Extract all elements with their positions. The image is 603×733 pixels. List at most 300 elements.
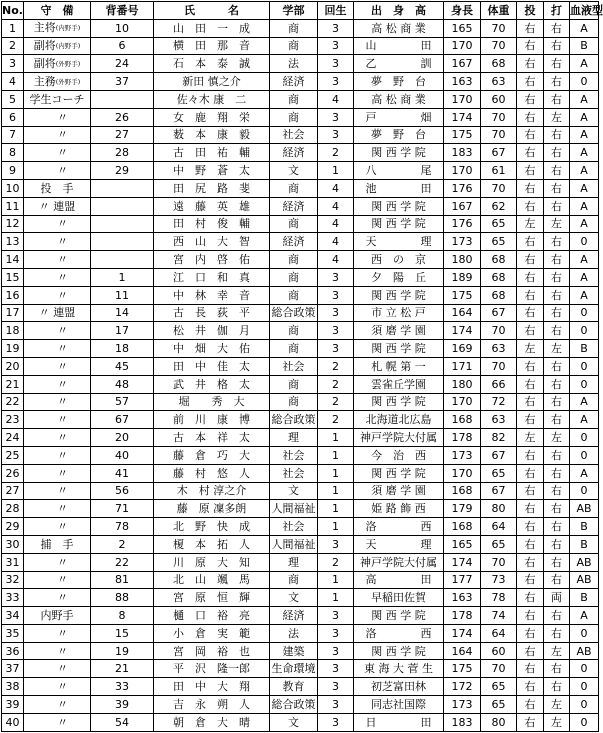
cell-blood-type: A (570, 108, 599, 126)
table-row (2, 429, 599, 447)
cell-weight: 70 (481, 553, 517, 571)
cell-blood-type: 0 (570, 233, 599, 251)
cell-grade: 4 (318, 179, 354, 197)
cell-height: 175 (444, 660, 481, 678)
cell-grade: 1 (318, 446, 354, 464)
cell-no: 32 (2, 571, 24, 589)
cell-jersey: 39 (91, 696, 154, 714)
cell-blood-type: A (570, 286, 599, 304)
cell-position (24, 322, 91, 340)
cell-grade: 1 (318, 162, 354, 180)
cell-name: 田 村 俊 輔 (154, 215, 270, 233)
cell-bats: 右 (544, 19, 570, 37)
cell-no: 7 (2, 126, 24, 144)
cell-no: 23 (2, 411, 24, 429)
cell-throws: 右 (517, 607, 544, 625)
table-row (2, 553, 599, 571)
table-row (2, 696, 599, 714)
cell-department: 経済 (270, 144, 318, 162)
cell-grade: 3 (318, 322, 354, 340)
cell-throws: 右 (517, 162, 544, 180)
cell-throws: 右 (517, 19, 544, 37)
cell-grade: 1 (318, 429, 354, 447)
cell-position (24, 19, 91, 37)
cell-grade: 2 (318, 553, 354, 571)
cell-name: 西 山 大 智 (154, 233, 270, 251)
cell-height: 172 (444, 678, 481, 696)
cell-weight: 72 (481, 393, 517, 411)
cell-grade: 3 (318, 535, 354, 553)
cell-blood-type: AB (570, 571, 599, 589)
cell-position (24, 660, 91, 678)
position-label: 〃 連盟 (38, 306, 76, 320)
cell-no: 27 (2, 482, 24, 500)
cell-jersey: 8 (91, 607, 154, 625)
roster-table (1, 1, 603, 732)
position-label: 〃 (46, 377, 68, 391)
position-label: 〃 (46, 164, 68, 178)
cell-grade: 4 (318, 233, 354, 251)
cell-name: 吉 永 朔 人 (154, 696, 270, 714)
cell-throws: 右 (517, 197, 544, 215)
cell-department: 商 (270, 251, 318, 269)
cell-blood-type: A (570, 162, 599, 180)
cell-name: 田 中 佳 太 (154, 357, 270, 375)
cell-grade: 3 (318, 642, 354, 660)
cell-high-school: 須 磨 学 園 (354, 482, 444, 500)
cell-bats: 右 (544, 607, 570, 625)
cell-height: 171 (444, 357, 481, 375)
position-label: 〃 (46, 110, 68, 124)
cell-name: 武 井 格 太 (154, 375, 270, 393)
cell-name: 北 山 颯 馬 (154, 571, 270, 589)
table-row (2, 19, 599, 37)
cell-position (24, 286, 91, 304)
cell-grade: 4 (318, 215, 354, 233)
cell-height: 170 (444, 464, 481, 482)
cell-high-school: 関 西 学 院 (354, 393, 444, 411)
cell-position (24, 126, 91, 144)
table-row (2, 607, 599, 625)
cell-high-school: 八 尾 (354, 162, 444, 180)
cell-height: 170 (444, 37, 481, 55)
cell-high-school: 天 理 (354, 233, 444, 251)
cell-no: 5 (2, 90, 24, 108)
cell-weight: 70 (481, 108, 517, 126)
position-label: 〃 (46, 555, 68, 569)
cell-throws: 右 (517, 73, 544, 91)
cell-high-school: 夢 野 台 (354, 73, 444, 91)
position-label: 〃 (46, 520, 68, 533)
position-label: 主将 (33, 21, 56, 35)
cell-jersey (91, 251, 154, 269)
cell-no: 36 (2, 642, 24, 660)
position-label: 〃 (46, 644, 68, 658)
cell-bats: 右 (544, 37, 570, 55)
cell-position (24, 233, 91, 251)
cell-high-school: 関 西 学 院 (354, 340, 444, 358)
cell-position (24, 304, 91, 322)
cell-jersey: 29 (91, 162, 154, 180)
cell-weight: 68 (481, 251, 517, 269)
cell-jersey: 24 (91, 55, 154, 73)
cell-name: 藤 村 悠 人 (154, 464, 270, 482)
cell-grade: 1 (318, 464, 354, 482)
header-high-school: 出 身 高 (354, 2, 444, 20)
cell-weight: 82 (481, 429, 517, 447)
cell-throws: 右 (517, 322, 544, 340)
cell-grade: 3 (318, 678, 354, 696)
table-row (2, 126, 599, 144)
cell-height: 170 (444, 162, 481, 180)
cell-height: 180 (444, 251, 481, 269)
cell-throws: 右 (517, 589, 544, 607)
cell-department: 総合政策 (270, 304, 318, 322)
cell-height: 167 (444, 55, 481, 73)
cell-jersey: 10 (91, 19, 154, 37)
cell-height: 168 (444, 411, 481, 429)
position-label: 捕 手 (40, 537, 74, 551)
cell-name: 中 野 蒼 太 (154, 162, 270, 180)
cell-high-school: 今 治 西 (354, 446, 444, 464)
cell-weight: 70 (481, 37, 517, 55)
cell-no: 14 (2, 251, 24, 269)
cell-high-school: 池 田 (354, 179, 444, 197)
cell-blood-type: A (570, 126, 599, 144)
cell-no: 16 (2, 286, 24, 304)
cell-throws: 右 (517, 251, 544, 269)
cell-weight: 80 (481, 500, 517, 518)
cell-throws: 右 (517, 553, 544, 571)
cell-throws: 右 (517, 411, 544, 429)
cell-jersey (91, 179, 154, 197)
cell-throws: 右 (517, 571, 544, 589)
cell-weight: 67 (481, 144, 517, 162)
cell-bats: 右 (544, 144, 570, 162)
cell-position (24, 535, 91, 553)
cell-position (24, 179, 91, 197)
cell-bats: 右 (544, 304, 570, 322)
cell-position (24, 375, 91, 393)
cell-throws: 右 (517, 108, 544, 126)
cell-no: 4 (2, 73, 24, 91)
cell-weight: 70 (481, 126, 517, 144)
cell-department: 商 (270, 375, 318, 393)
cell-grade: 4 (318, 251, 354, 269)
table-row (2, 268, 599, 286)
cell-bats: 右 (544, 179, 570, 197)
cell-jersey: 67 (91, 411, 154, 429)
cell-no: 34 (2, 607, 24, 625)
cell-high-school: 北海道北広島 (354, 411, 444, 429)
cell-jersey: 20 (91, 429, 154, 447)
cell-grade: 3 (318, 126, 354, 144)
position-label: 〃 (46, 680, 68, 694)
cell-name: 宮 内 啓 佑 (154, 251, 270, 269)
table-row (2, 393, 599, 411)
cell-blood-type: A (570, 197, 599, 215)
cell-bats: 両 (544, 589, 570, 607)
cell-bats: 左 (544, 713, 570, 731)
cell-jersey: 37 (91, 73, 154, 91)
cell-blood-type: 0 (570, 322, 599, 340)
cell-position (24, 268, 91, 286)
cell-height: 169 (444, 340, 481, 358)
header-grade: 回生 (318, 2, 354, 20)
cell-position (24, 464, 91, 482)
cell-height: 165 (444, 19, 481, 37)
cell-blood-type: A (570, 19, 599, 37)
position-label: 主務 (33, 74, 56, 88)
cell-throws: 右 (517, 642, 544, 660)
cell-blood-type: 0 (570, 446, 599, 464)
table-row (2, 464, 599, 482)
cell-no: 31 (2, 553, 24, 571)
cell-position (24, 90, 91, 108)
cell-blood-type: 0 (570, 696, 599, 714)
cell-department: 文 (270, 713, 318, 731)
cell-name: 古 田 祐 輔 (154, 144, 270, 162)
cell-high-school: 関 西 学 院 (354, 215, 444, 233)
header-row (2, 2, 599, 20)
cell-grade: 4 (318, 197, 354, 215)
cell-position (24, 429, 91, 447)
cell-position (24, 393, 91, 411)
cell-weight: 61 (481, 162, 517, 180)
cell-blood-type: AB (570, 500, 599, 518)
cell-weight: 67 (481, 482, 517, 500)
table-row (2, 55, 599, 73)
position-label: 内野手 (40, 608, 74, 622)
header-position: 守 備 (24, 2, 91, 20)
cell-weight: 70 (481, 322, 517, 340)
cell-throws: 右 (517, 393, 544, 411)
cell-high-school: 神戸学院大付属 (354, 553, 444, 571)
cell-blood-type: 0 (570, 482, 599, 500)
cell-high-school: 洛 西 (354, 518, 444, 536)
cell-weight: 66 (481, 375, 517, 393)
cell-jersey: 71 (91, 500, 154, 518)
cell-weight: 68 (481, 268, 517, 286)
cell-bats: 右 (544, 446, 570, 464)
roster-body (2, 19, 599, 731)
cell-position (24, 73, 91, 91)
table-row (2, 233, 599, 251)
cell-weight: 80 (481, 713, 517, 731)
cell-bats: 右 (544, 55, 570, 73)
cell-department: 商 (270, 286, 318, 304)
cell-bats: 左 (544, 340, 570, 358)
position-note: (内野手) (55, 41, 81, 50)
cell-bats: 右 (544, 357, 570, 375)
cell-no: 19 (2, 340, 24, 358)
cell-blood-type: B (570, 535, 599, 553)
cell-name: 前 川 康 博 (154, 411, 270, 429)
cell-height: 163 (444, 589, 481, 607)
cell-name: 木 村 淳之介 (154, 482, 270, 500)
cell-height: 168 (444, 482, 481, 500)
cell-no: 18 (2, 322, 24, 340)
cell-position (24, 357, 91, 375)
cell-no: 8 (2, 144, 24, 162)
table-row (2, 678, 599, 696)
cell-name: 山 田 一 成 (154, 19, 270, 37)
cell-throws: 右 (517, 660, 544, 678)
cell-grade: 2 (318, 357, 354, 375)
cell-position (24, 482, 91, 500)
cell-grade: 3 (318, 340, 354, 358)
cell-blood-type: A (570, 179, 599, 197)
header-throws: 投 (517, 2, 544, 20)
cell-no: 38 (2, 678, 24, 696)
position-label: 学生コーチ (29, 92, 85, 106)
cell-jersey: 88 (91, 589, 154, 607)
position-label: 〃 (46, 235, 68, 249)
cell-grade: 1 (318, 589, 354, 607)
cell-name: 古 本 祥 太 (154, 429, 270, 447)
cell-throws: 右 (517, 37, 544, 55)
cell-height: 183 (444, 713, 481, 731)
cell-jersey: 21 (91, 660, 154, 678)
position-label: 副将 (33, 38, 56, 52)
cell-blood-type: A (570, 464, 599, 482)
cell-weight: 70 (481, 357, 517, 375)
cell-grade: 3 (318, 713, 354, 731)
cell-name: 川 原 大 知 (154, 553, 270, 571)
cell-jersey (91, 197, 154, 215)
cell-height: 179 (444, 500, 481, 518)
cell-no: 40 (2, 713, 24, 731)
cell-height: 183 (444, 144, 481, 162)
cell-jersey: 2 (91, 535, 154, 553)
cell-bats: 右 (544, 411, 570, 429)
cell-position (24, 589, 91, 607)
cell-height: 173 (444, 446, 481, 464)
table-row (2, 589, 599, 607)
cell-bats: 右 (544, 624, 570, 642)
cell-department: 経済 (270, 607, 318, 625)
cell-throws: 右 (517, 464, 544, 482)
cell-department: 法 (270, 55, 318, 73)
cell-department: 文 (270, 162, 318, 180)
cell-department: 社会 (270, 126, 318, 144)
cell-department: 商 (270, 179, 318, 197)
cell-department: 商 (270, 393, 318, 411)
cell-jersey (91, 233, 154, 251)
cell-name: 横 田 那 音 (154, 37, 270, 55)
cell-high-school: 関 西 学 院 (354, 197, 444, 215)
cell-throws: 右 (517, 304, 544, 322)
cell-high-school: 札 幌 第 一 (354, 357, 444, 375)
cell-jersey: 22 (91, 553, 154, 571)
cell-grade: 3 (318, 304, 354, 322)
cell-high-school: 高 田 (354, 571, 444, 589)
cell-no: 37 (2, 660, 24, 678)
cell-high-school: 夕 陽 丘 (354, 268, 444, 286)
cell-weight: 65 (481, 233, 517, 251)
cell-weight: 67 (481, 446, 517, 464)
cell-position (24, 251, 91, 269)
table-row (2, 197, 599, 215)
cell-bats: 右 (544, 535, 570, 553)
cell-position (24, 553, 91, 571)
cell-height: 167 (444, 197, 481, 215)
table-row (2, 340, 599, 358)
cell-position (24, 197, 91, 215)
table-row (2, 642, 599, 660)
cell-no: 24 (2, 429, 24, 447)
position-note: (内野手) (55, 24, 81, 33)
cell-department: 人間福祉 (270, 535, 318, 553)
cell-name: 中 林 幸 音 (154, 286, 270, 304)
cell-blood-type: 0 (570, 678, 599, 696)
cell-grade: 3 (318, 607, 354, 625)
cell-blood-type: 0 (570, 73, 599, 91)
cell-department: 社会 (270, 446, 318, 464)
cell-position (24, 55, 91, 73)
cell-department: 建築 (270, 642, 318, 660)
cell-high-school: 東 海 大 菅 生 (354, 660, 444, 678)
cell-height: 173 (444, 696, 481, 714)
cell-department: 総合政策 (270, 411, 318, 429)
cell-weight: 67 (481, 304, 517, 322)
cell-no: 30 (2, 535, 24, 553)
cell-no: 13 (2, 233, 24, 251)
cell-height: 175 (444, 286, 481, 304)
cell-high-school: 関 西 学 院 (354, 286, 444, 304)
cell-blood-type: A (570, 90, 599, 108)
cell-bats: 左 (544, 696, 570, 714)
position-label: 〃 (46, 431, 68, 445)
cell-throws: 右 (517, 179, 544, 197)
cell-throws: 左 (517, 340, 544, 358)
cell-throws: 右 (517, 286, 544, 304)
cell-department: 経済 (270, 197, 318, 215)
position-label: 〃 (46, 342, 68, 356)
cell-high-school: 姫 路 飾 西 (354, 500, 444, 518)
header-bats: 打 (544, 2, 570, 20)
cell-name: 平 沢 隆一郎 (154, 660, 270, 678)
cell-jersey: 41 (91, 464, 154, 482)
cell-bats: 右 (544, 73, 570, 91)
position-label: 〃 (46, 395, 68, 409)
cell-height: 176 (444, 215, 481, 233)
cell-throws: 右 (517, 482, 544, 500)
cell-high-school: 神戸学院大付属 (354, 429, 444, 447)
cell-no: 28 (2, 500, 24, 518)
cell-bats: 右 (544, 162, 570, 180)
cell-weight: 62 (481, 197, 517, 215)
position-label: 〃 (46, 448, 68, 462)
table-row (2, 535, 599, 553)
table-row (2, 713, 599, 731)
cell-grade: 3 (318, 55, 354, 73)
cell-name: 新田 慎之介 (154, 73, 270, 91)
cell-no: 29 (2, 518, 24, 536)
table-row (2, 90, 599, 108)
cell-jersey: 26 (91, 108, 154, 126)
cell-throws: 右 (517, 678, 544, 696)
cell-grade: 1 (318, 518, 354, 536)
cell-grade: 1 (318, 500, 354, 518)
cell-bats: 右 (544, 482, 570, 500)
cell-weight: 63 (481, 73, 517, 91)
cell-blood-type: 0 (570, 429, 599, 447)
cell-high-school: 日 田 (354, 713, 444, 731)
cell-no: 26 (2, 464, 24, 482)
cell-grade: 1 (318, 571, 354, 589)
cell-weight: 73 (481, 571, 517, 589)
